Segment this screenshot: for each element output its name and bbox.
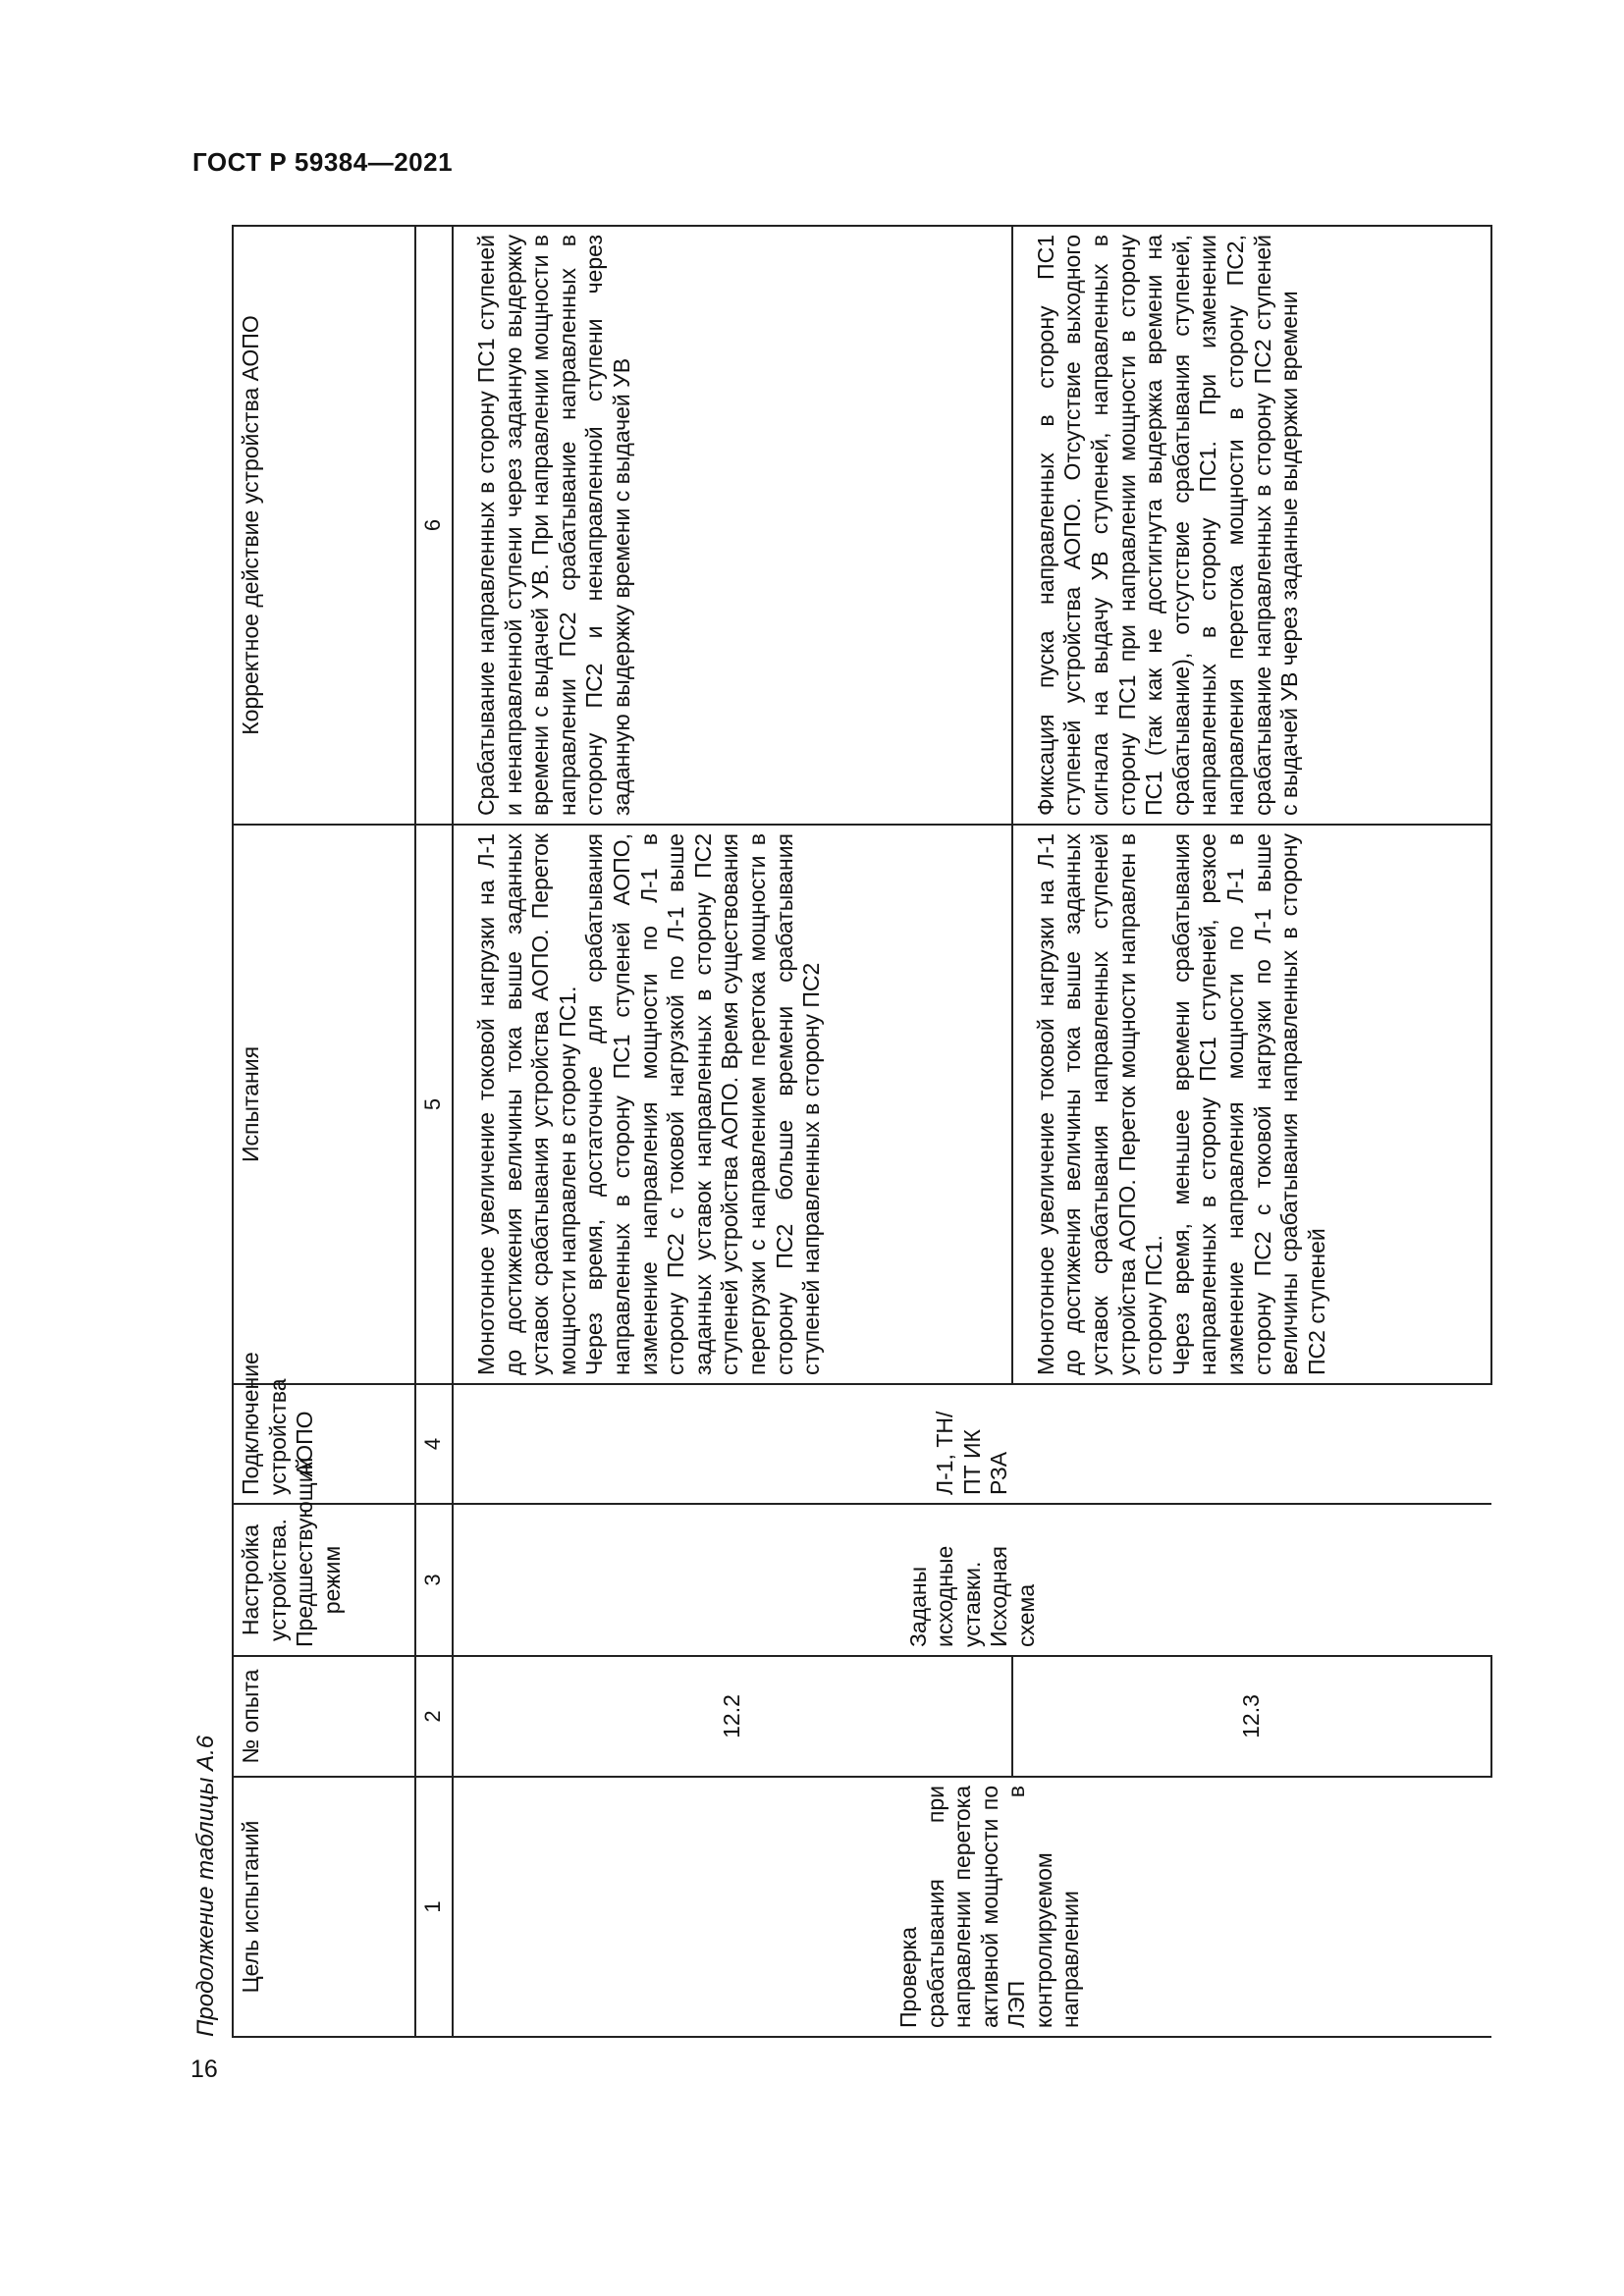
test-table (232, 225, 1492, 2038)
correct-action: Срабатывание направленных в сторону ПС1 ступеней и ненаправленной ступени через заданную выдержку времени с выдачей УВ. При направлении мощности в направлении ПС2 срабатывание направленных в сторону ПС2 и ненаправленной ступени через заданную выдержку времени с выдачей УВ (453, 226, 1012, 825)
column-number: 3 (415, 1504, 453, 1656)
goal-cell: Проверка срабатывания при направлении перетока активной мощности по ЛЭП в контролируемом направлении (453, 1777, 1491, 2037)
header-test: Испытания (233, 825, 415, 1384)
column-number: 5 (415, 825, 453, 1384)
document-header: ГОСТ Р 59384—2021 (192, 147, 454, 177)
header-goal: Цель испытаний (233, 1777, 415, 2037)
experiment-number: 12.3 (1012, 1656, 1491, 1777)
table-caption: Продолжение таблицы А.6 (192, 1735, 219, 2037)
header-action: Корректное действие устройства АОПО (233, 226, 415, 825)
test-description: Монотонное увеличение токовой нагрузки на Л-1 до достижения величины тока выше заданных уставок срабатывания направленных ступеней устройства АОПО. Переток мощности направлен в сторону ПС1. Через время, меньшее времени срабатывания направленных в сторону ПС1 ступеней, резкое изменение направления мощности по Л-1 в сторону ПС2 с токовой нагрузки по Л-1 выше величины срабатывания направленных в сторону ПС2 ступеней (1012, 825, 1491, 1384)
column-number: 6 (415, 226, 453, 825)
header-number: № опыта (233, 1656, 415, 1777)
column-number: 4 (415, 1384, 453, 1504)
table-header-row (233, 226, 415, 2037)
test-description: Монотонное увеличение токовой нагрузки на Л-1 до достижения величины тока выше заданных уставок срабатывания устройства АОПО. Переток мощности направлен в сторону ПС1. Через время, достаточное для срабатывания направленных в сторону ПС1 ступеней АОПО, изменение направления мощности по Л-1 в сторону ПС2 с токовой нагрузкой по Л-1 выше заданных уставок направленных в сторону ПС2 ступеней устройства АОПО. Время существования перегрузки с направлением перетока мощности в сторону ПС2 больше времени срабатывания ступеней направленных в сторону ПС2 (453, 825, 1012, 1384)
page-number: 16 (190, 2056, 218, 2083)
connection-cell: Л-1, ТН/ПТ ИК РЗА (453, 1384, 1491, 1504)
column-number: 2 (415, 1656, 453, 1777)
column-number: 1 (415, 1777, 453, 2037)
table-row (453, 226, 1012, 2037)
setting-cell: Заданы исходные уставки. Исходная схема (453, 1504, 1491, 1656)
correct-action: Фиксация пуска направленных в сторону ПС1 ступеней устройства АОПО. Отсутствие выходного сигнала на выдачу УВ ступеней, направленных в сторону ПС1 при направлении мощности в сторону ПС1 (так как не достигнута выдержка времени на срабатывание), отсутствие срабатывания ступеней, направленных в сторону ПС1. При изменении направления перетока мощности в сторону ПС2, срабатывание направленных в сторону ПС2 ступеней с выдачей УВ через заданные выдержки времени (1012, 226, 1491, 825)
header-setting: Настройка устройства. Предшествующий режим (233, 1504, 415, 1656)
table-row (1012, 226, 1491, 2037)
experiment-number: 12.2 (453, 1656, 1012, 1777)
rotated-table-container (232, 227, 1492, 2038)
column-number-row (415, 226, 453, 2037)
header-connection: Подключение устройства АОПО (233, 1384, 415, 1504)
